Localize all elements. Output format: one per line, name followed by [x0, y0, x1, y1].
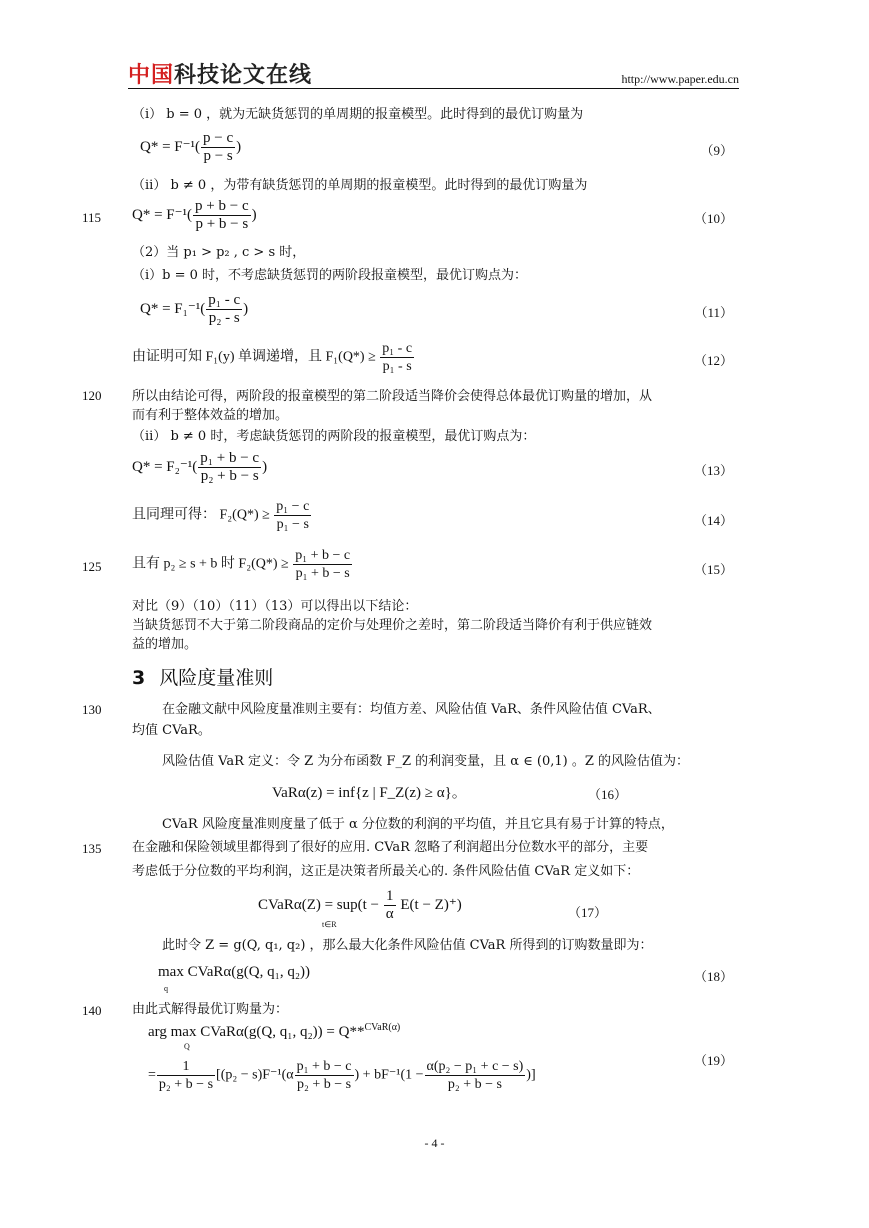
text-line: （i）b = 0 时，不考虑缺货惩罚的两阶段报童模型，最优订购点为：	[132, 268, 528, 283]
line-number: 130	[82, 702, 102, 717]
header-url: http://www.paper.edu.cn	[621, 72, 739, 86]
equation-number: （13）	[693, 463, 733, 478]
line-number: 115	[82, 210, 102, 225]
text-line: 益的增加。	[132, 637, 198, 652]
text-line: （i） b = 0 ，就为无缺货惩罚的单周期的报童模型。此时得到的最优订购量为	[132, 107, 584, 122]
equation-number: （16）	[588, 787, 628, 802]
text-line: 风险估值 VaR 定义：令 Z 为分布函数 F_Z 的利润变量，且 α ∈ (0,1) 。Z 的风险估值为：	[162, 754, 690, 769]
text-line: （2）当 p₁ > p₂ , c > s 时，	[132, 245, 306, 260]
equation-17: CVaRα(Z) = sup(t − $\frac{1}{\alpha}$ E(t − Z)⁺)	[258, 888, 462, 922]
equation-number: （17）	[568, 905, 608, 920]
equation-number: （19）	[693, 1053, 733, 1068]
text-line: 均值 CVaR。	[132, 723, 211, 738]
text-line: 所以由结论可得，两阶段的报童模型的第二阶段适当降价会使得总体最优订购量的增加，从	[132, 389, 653, 404]
text-line: 由此式解得最优订购量为：	[132, 1002, 289, 1017]
equation-18-subscript: q	[164, 984, 168, 993]
line-number: 120	[82, 388, 102, 403]
equation-10: Q* = F⁻¹( $\frac{p + b - c}{p + b - s}$ )	[132, 198, 257, 232]
journal-logo: 中国科技论文在线	[128, 63, 313, 88]
header-rule	[128, 88, 739, 89]
text-line: 在金融和保险领域里都得到了很好的应用. CVaR 忽略了利润超出分位数水平的部分，主要	[132, 840, 649, 855]
equation-14: 且同理可得： F₂(Q*) ≥ $\frac{\text{p₁ − c}}{\text{p₁ − s}}$	[132, 499, 310, 532]
equation-19-subscript: Q	[184, 1042, 190, 1051]
equation-16: VaRα(z) = inf{z | F_Z(z) ≥ α}。	[272, 785, 467, 801]
equation-number: （10）	[693, 211, 733, 226]
equation-18: max CVaRα(g(Q, q₁, q₂))	[158, 964, 311, 980]
text-line: 对比（9）（10）（11）（13）可以得出以下结论：	[132, 599, 418, 614]
line-number: 140	[82, 1003, 102, 1018]
equation-17-subscript: t∈R	[322, 920, 337, 929]
equation-19-line-1: arg max CVaRα(g(Q, q₁, q₂)) = Q**$^{CVaR(\alpha)}$	[148, 1022, 401, 1040]
page-number: - 4 -	[424, 1136, 445, 1150]
equation-number: （11）	[694, 305, 733, 320]
line-number: 135	[82, 841, 102, 856]
text-line: 而有利于整体效益的增加。	[132, 408, 289, 423]
equation-9: Q* = F⁻¹( $\frac{p - c}{p - s}$ )	[140, 130, 242, 164]
text-line: （ii） b ≠ 0 ，为带有缺货惩罚的单周期的报童模型。此时得到的最优订购量为	[132, 178, 588, 193]
equation-12: 由证明可知 F₁(y) 单调递增，且 F₁(Q*) ≥ $\frac{\text{p₁ - c}}{\text{p₁ - s}}$	[132, 341, 413, 374]
equation-15: 且有 p₂ ≥ s + b 时 F₂(Q*) ≥ $\frac{\text{p₁ + b − c}}{\text{p₁ + b − s}}$	[132, 548, 351, 581]
equation-19-line-2: = $\frac{1}{\text{p₂ + b − s}}$ [(p₂ − s)F⁻¹(α $\frac{\text{p₁ + b − c}}{\text{p₂ + b − s}}$ ) + bF⁻¹(1 − $\frac{\text{α(p₂ − p₁ + c − s)}}{\text{p₂ + b − s}}$ )]	[148, 1059, 536, 1092]
text-line: 此时令 Z = g(Q, q₁, q₂) ，那么最大化条件风险估值 CVaR 所得到的订购数量即为：	[162, 938, 653, 953]
line-number: 125	[82, 559, 102, 574]
equation-number: （9）	[700, 143, 733, 158]
text-line: CVaR 风险度量准则度量了低于 α 分位数的利润的平均值，并且它具有易于计算的特点，	[162, 817, 674, 832]
section-heading: 3 风险度量准则	[132, 667, 274, 689]
text-line: 考虑低于分位数的平均利润，这正是决策者所最关心的. 条件风险估值 CVaR 定义如下：	[132, 864, 640, 879]
equation-number: （12）	[693, 353, 733, 368]
equation-11: Q* = F₁⁻¹( $\frac{\text{p₁ - c}}{\text{p₂ - s}}$ )	[140, 292, 249, 326]
text-line: 在金融文献中风险度量准则主要有：均值方差、风险估值 VaR、条件风险估值 CVaR、	[162, 702, 661, 717]
text-line: （ii） b ≠ 0 时，考虑缺货惩罚的两阶段的报童模型，最优订购点为：	[132, 429, 536, 444]
equation-number: （14）	[693, 513, 733, 528]
equation-number: （15）	[693, 562, 733, 577]
text-line: 当缺货惩罚不大于第二阶段商品的定价与处理价之差时，第二阶段适当降价有利于供应链效	[132, 618, 653, 633]
equation-13: Q* = F₂⁻¹( $\frac{\text{p₁ + b − c}}{\text{p₂ + b − s}}$ )	[132, 450, 268, 484]
equation-number: （18）	[693, 969, 733, 984]
